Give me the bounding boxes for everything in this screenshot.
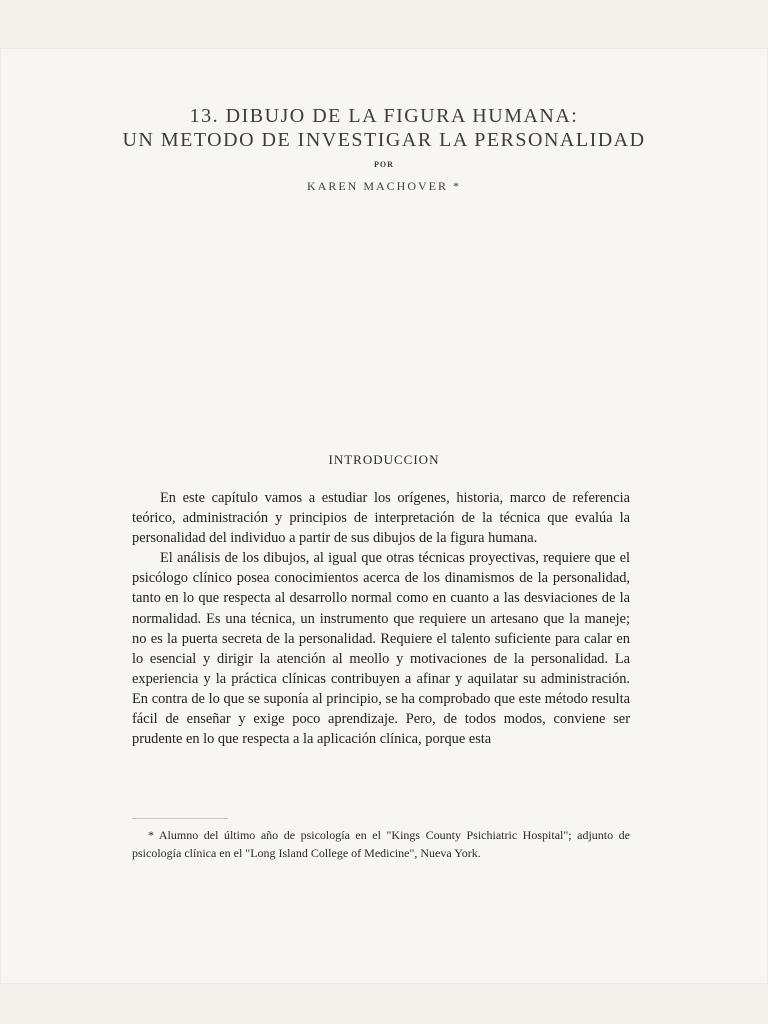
- paragraph-2: El análisis de los dibujos, al igual que otras técnicas proyectivas, requiere que el psicólogo clínico posea conocimientos acerca de los dinamismos de la personalidad, tanto en lo que respecta al desarrollo normal como en cuanto a las desviaciones de la normalidad. Es una técnica, un instrumento que requiere un artesano que la maneje; no es la puerta secreta de la personalidad. Requiere el talento suficiente para calar en lo esencial y dirigir la atención al meollo y motivaciones de la personalidad. La experiencia y la práctica clínicas contribuyen a afinar y aquilatar su administración. En contra de lo que se suponía al principio, se ha comprobado que este método resulta fácil de enseñar y exige poco aprendizaje. Pero, de todos modos, conviene ser prudente en lo que respecta a la aplicación clínica, porque esta: [132, 550, 630, 748]
- footnote-divider: [132, 818, 228, 819]
- author-name: KAREN MACHOVER *: [306, 179, 461, 193]
- chapter-title-line-2: UN METODO DE INVESTIGAR LA PERSONALIDAD: [122, 129, 646, 151]
- section-heading: INTRODUCCION: [328, 452, 440, 467]
- footnote-text: * Alumno del último año de psicología en el "Kings County Psichiatric Hospital"; adjunto de psicología clínica en el "Long Island College of Medicine", Nueva York.: [132, 828, 630, 860]
- by-label: POR: [374, 160, 394, 169]
- chapter-title-line-1: 13. DIBUJO DE LA FIGURA HUMANA:: [189, 105, 579, 127]
- body-text: [132, 488, 630, 749]
- chapter-header: [0, 104, 768, 194]
- paragraph-1: En este capítulo vamos a estudiar los orígenes, historia, marco de referencia teórico, administración y principios de interpretación de la técnica que evalúa la personalidad del individuo a partir de sus dibujos de la figura humana.: [132, 490, 630, 547]
- footnote: [132, 826, 630, 862]
